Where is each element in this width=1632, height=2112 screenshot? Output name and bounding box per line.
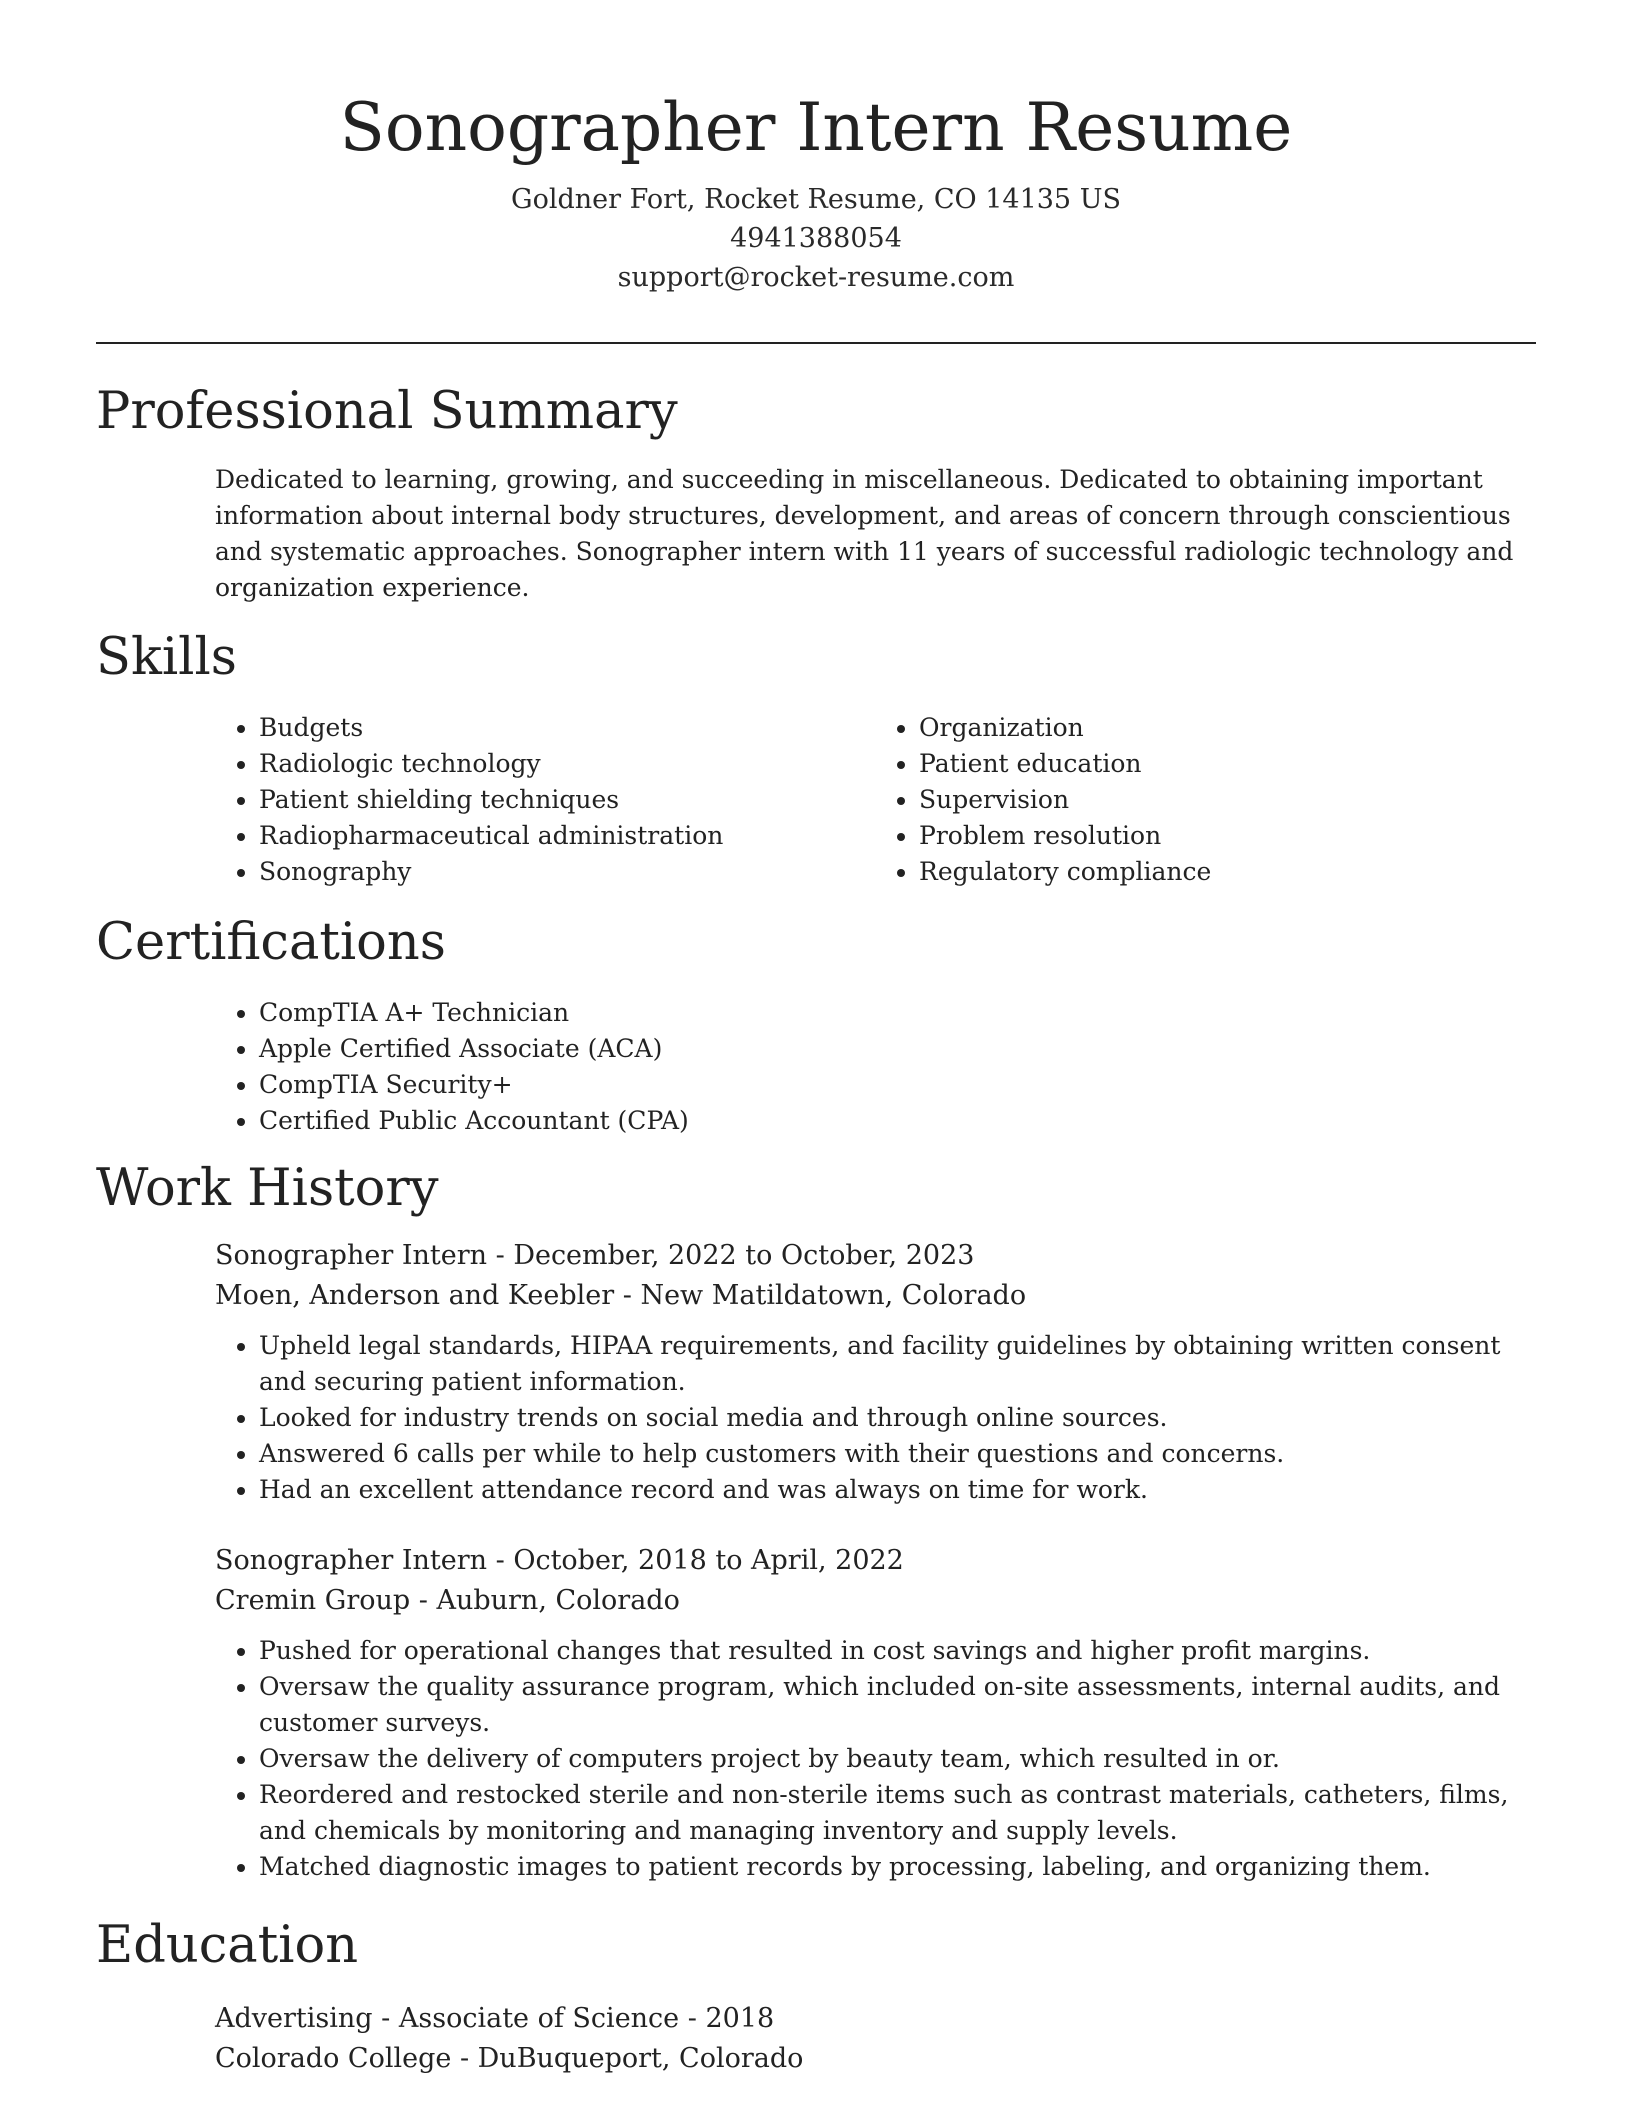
job-bullet: • Answered 6 calls per while to help customers with their questions and concerns. [259,1436,1535,1472]
certification-item: • CompTIA Security+ [259,1067,1535,1103]
certification-item: • Apple Certified Associate (ACA) [259,1031,1535,1067]
job-bullets [215,1633,1535,1885]
resume-title: Sonographer Intern Resume [339,89,1293,166]
education-school-line: Colorado College - DuBuqueport, Colorado [215,2043,804,2074]
job-location: Auburn, Colorado [436,1585,680,1616]
education-degree-line: Advertising - Associate of Science - 2018 [215,2003,775,2034]
job-company: Moen, Anderson and Keebler [215,1280,615,1311]
job-title-line: Sonographer Intern - December, 2022 to October, 2023 [215,1240,975,1271]
education-entry [215,1999,1535,2079]
certification-item: • Certified Public Accountant (CPA) [259,1103,1535,1139]
job-entry [215,1236,1535,1508]
skill-item: • Sonography [259,854,875,890]
job-dates: October, 2018 to April, 2022 [513,1545,904,1576]
header-divider [96,342,1536,344]
job-bullets [215,1328,1535,1508]
skills-list [215,710,1535,890]
education-heading: Education [96,1916,359,1975]
skill-item: • Supervision [919,782,1535,818]
job-title: Sonographer Intern [215,1240,488,1271]
certifications-list [215,995,1535,1139]
summary-heading: Professional Summary [96,382,678,441]
skill-item: • Budgets [259,710,875,746]
skills-column-left [215,710,875,890]
education-degree: Associate of Science [398,2003,680,2034]
job-company-line: Cremin Group - Auburn, Colorado [215,1585,680,1616]
skill-item: • Patient education [919,746,1535,782]
summary-text: Dedicated to learning, growing, and succeeding in miscellaneous. Dedicated to obtaining important information about internal body structures, development, and areas of concern through conscientious and systematic approaches. Sonographer intern with 11 years of successful radiologic technology and organization experience. [215,465,1514,602]
certifications-heading: Certifications [96,913,446,972]
certification-item: • CompTIA A+ Technician [259,995,1535,1031]
education-school: Colorado College [215,2043,452,2074]
resume-header [0,82,1632,297]
education-year: 2018 [705,2003,775,2034]
job-title: Sonographer Intern [215,1545,488,1576]
skill-item: • Patient shielding techniques [259,782,875,818]
job-bullet: • Upheld legal standards, HIPAA requirements, and facility guidelines by obtaining written consent and securing patient information. [259,1328,1535,1400]
skills-heading: Skills [96,628,237,687]
contact-phone: 4941388054 [730,223,902,254]
skill-item: • Radiologic technology [259,746,875,782]
education-location: DuBuqueport, Colorado [477,2043,804,2074]
job-bullet: • Oversaw the quality assurance program, which included on-site assessments, internal audits, and customer surveys. [259,1669,1535,1741]
skill-item: • Radiopharmaceutical administration [259,818,875,854]
contact-email: support@rocket-resume.com [617,262,1015,293]
skill-item: • Problem resolution [919,818,1535,854]
job-title-line: Sonographer Intern - October, 2018 to April, 2022 [215,1545,904,1576]
job-entry [215,1541,1535,1885]
job-location: New Matildatown, Colorado [640,1280,1027,1311]
job-bullet: • Had an excellent attendance record and was always on time for work. [259,1472,1535,1508]
education-field: Advertising [215,2003,373,2034]
job-company-line: Moen, Anderson and Keebler - New Matildatown, Colorado [215,1280,1027,1311]
job-bullet: • Oversaw the delivery of computers project by beauty team, which resulted in or. [259,1741,1535,1777]
job-bullet: • Reordered and restocked sterile and non-sterile items such as contrast materials, catheters, films, and chemicals by monitoring and managing inventory and supply levels. [259,1777,1535,1849]
contact-address: Goldner Fort, Rocket Resume, CO 14135 US [511,184,1121,215]
skill-item: • Organization [919,710,1535,746]
work-history-heading: Work History [96,1159,439,1218]
job-bullet: • Looked for industry trends on social media and through online sources. [259,1400,1535,1436]
contact-info [0,180,1632,297]
job-dates: December, 2022 to October, 2023 [513,1240,975,1271]
job-company: Cremin Group [215,1585,411,1616]
job-bullet: • Pushed for operational changes that resulted in cost savings and higher profit margins. [259,1633,1535,1669]
skill-item: • Regulatory compliance [919,854,1535,890]
job-bullet: • Matched diagnostic images to patient records by processing, labeling, and organizing them. [259,1849,1535,1885]
skills-column-right [875,710,1535,890]
